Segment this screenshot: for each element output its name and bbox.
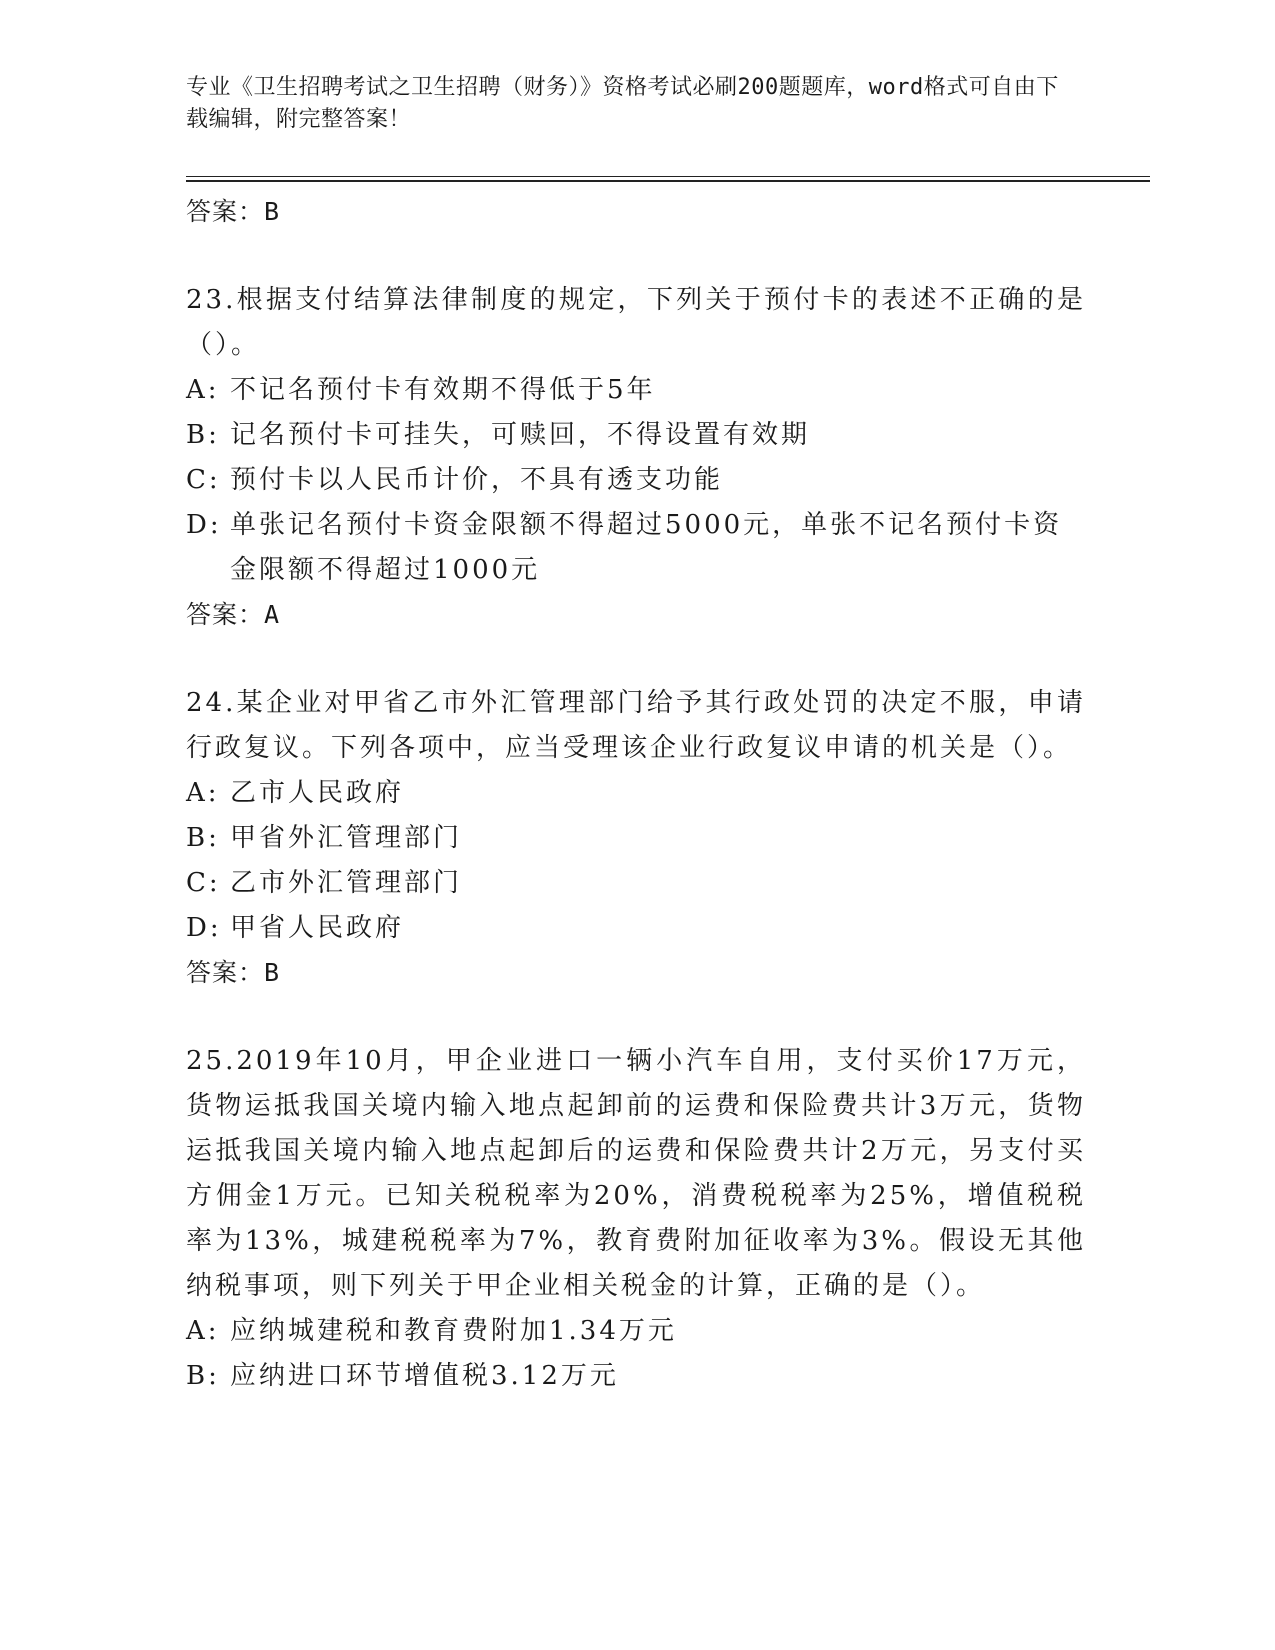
option-text: 乙市人民政府 xyxy=(230,778,405,808)
option-letter: D: xyxy=(186,510,222,540)
question-answer: 答案：B xyxy=(186,958,281,987)
option-letter: B: xyxy=(186,420,220,450)
option-b xyxy=(186,816,1086,861)
question-23 xyxy=(186,278,1086,637)
option-a xyxy=(186,771,1086,816)
option-b xyxy=(186,413,1086,458)
spacer xyxy=(186,234,1086,278)
question-text: 25.2019年10月，甲企业进口一辆小汽车自用，支付买价17万元，货物运抵我国关境内输入地点起卸前的运费和保险费共计3万元，货物运抵我国关境内输入地点起卸后的运费和保险费共计2万元，另支付买方佣金1万元。已知关税税率为20%，消费税税率为25%，增值税税率为13%，城建税税率为7%，教育费附加征收率为3%。假设无其他纳税事项，则下列关于甲企业相关税金的计算，正确的是（）。 xyxy=(186,1046,1086,1301)
option-letter: B: xyxy=(186,1361,220,1391)
spacer xyxy=(186,637,1086,681)
option-letter: C: xyxy=(186,465,221,495)
option-text: 应纳城建税和教育费附加1.34万元 xyxy=(230,1316,677,1346)
option-d xyxy=(186,503,1086,593)
option-letter: A: xyxy=(186,778,220,808)
option-text: 单张记名预付卡资金限额不得超过5000元，单张不记名预付卡资金限额不得超过1000元 xyxy=(230,510,1063,585)
previous-question-answer: 答案：B xyxy=(186,197,281,226)
question-25 xyxy=(186,1039,1086,1399)
option-text: 记名预付卡可挂失，可赎回，不得设置有效期 xyxy=(230,420,811,450)
option-text: 甲省外汇管理部门 xyxy=(230,823,463,853)
option-letter: A: xyxy=(186,375,220,405)
option-a xyxy=(186,368,1086,413)
option-text: 乙市外汇管理部门 xyxy=(230,868,463,898)
option-c xyxy=(186,861,1086,906)
option-text: 预付卡以人民币计价，不具有透支功能 xyxy=(230,465,724,495)
page-header-title: 专业《卫生招聘考试之卫生招聘（财务）》资格考试必刷200题题库，word格式可自由下载编辑，附完整答案！ xyxy=(186,75,1059,132)
option-text: 应纳进口环节增值税3.12万元 xyxy=(230,1361,619,1391)
spacer xyxy=(186,995,1086,1039)
option-b xyxy=(186,1354,1086,1399)
page-content xyxy=(186,188,1086,1399)
question-answer: 答案：A xyxy=(186,600,281,629)
option-d xyxy=(186,906,1086,951)
header-divider xyxy=(186,176,1150,182)
option-a xyxy=(186,1309,1086,1354)
option-text: 不记名预付卡有效期不得低于5年 xyxy=(230,375,656,405)
question-text: 23.根据支付结算法律制度的规定，下列关于预付卡的表述不正确的是（）。 xyxy=(186,285,1086,360)
option-c xyxy=(186,458,1086,503)
question-24 xyxy=(186,681,1086,995)
question-text: 24.某企业对甲省乙市外汇管理部门给予其行政处罚的决定不服，申请行政复议。下列各项中，应当受理该企业行政复议申请的机关是（）。 xyxy=(186,688,1086,763)
option-letter: C: xyxy=(186,868,221,898)
option-text: 甲省人民政府 xyxy=(230,913,405,943)
option-letter: A: xyxy=(186,1316,220,1346)
option-letter: B: xyxy=(186,823,220,853)
option-letter: D: xyxy=(186,913,222,943)
